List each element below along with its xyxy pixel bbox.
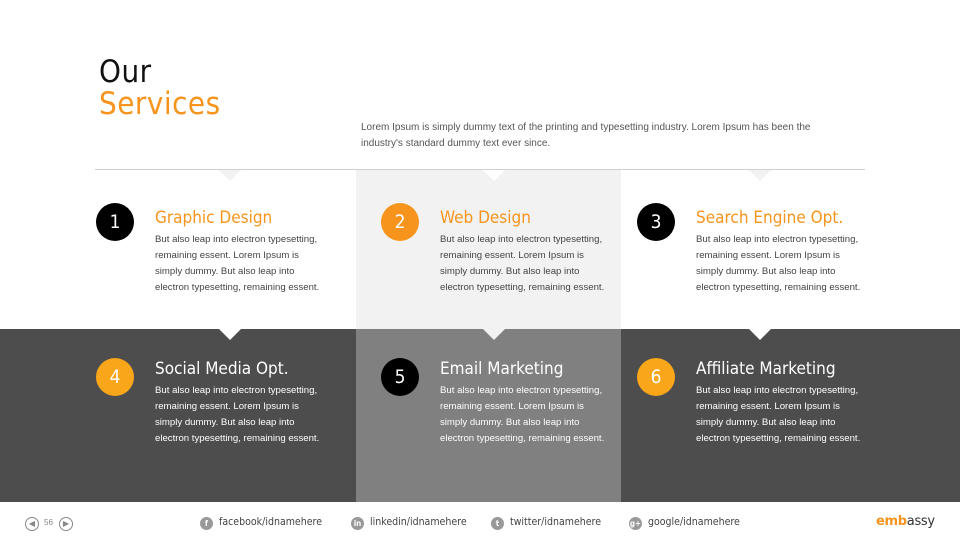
linkedin-icon: in <box>351 517 364 530</box>
service-number-badge: 2 <box>381 203 419 241</box>
service-title: Email Marketing <box>440 359 564 379</box>
title-line-1: Our <box>99 54 152 90</box>
notch-6 <box>749 329 771 340</box>
service-number-badge: 4 <box>96 358 134 396</box>
service-number-badge: 1 <box>96 203 134 241</box>
google-link[interactable] <box>629 516 740 530</box>
service-title: Web Design <box>440 208 531 228</box>
service-description: But also leap into electron typesetting, remaining essent. Lorem Ipsum is simply dummy. But also leap into electron typesetting, remaining essent. <box>696 234 861 293</box>
title-line-2: Services <box>99 86 221 122</box>
twitter-label: twitter/idnamehere <box>510 516 602 528</box>
facebook-label: facebook/idnamehere <box>219 516 323 528</box>
notch-1 <box>219 170 241 181</box>
service-number-badge: 5 <box>381 358 419 396</box>
notch-4 <box>219 329 241 340</box>
service-title: Affiliate Marketing <box>696 359 836 379</box>
twitter-icon: t <box>491 517 504 530</box>
notch-5 <box>483 329 505 340</box>
prev-slide-icon[interactable]: ◀ <box>25 517 39 531</box>
google-plus-icon: g+ <box>629 519 642 528</box>
page-number: 56 <box>44 518 53 527</box>
service-title: Graphic Design <box>155 208 273 228</box>
google-label: google/idnamehere <box>648 516 740 528</box>
intro-paragraph: Lorem Ipsum is simply dummy text of the printing and typesetting industry. Lorem Ipsum has been the industry's standard dummy text ever since. <box>361 122 811 149</box>
service-description: But also leap into electron typesetting, remaining essent. Lorem Ipsum is simply dummy. But also leap into electron typesetting, remaining essent. <box>440 234 605 293</box>
service-title: Search Engine Opt. <box>696 208 844 228</box>
service-description: But also leap into electron typesetting, remaining essent. Lorem Ipsum is simply dummy. But also leap into electron typesetting, remaining essent. <box>696 385 861 444</box>
service-number-badge: 3 <box>637 203 675 241</box>
brand-logo <box>876 514 935 529</box>
logo-text-part1: emb <box>876 514 907 529</box>
service-number-badge: 6 <box>637 358 675 396</box>
service-description: But also leap into electron typesetting, remaining essent. Lorem Ipsum is simply dummy. But also leap into electron typesetting, remaining essent. <box>155 234 320 293</box>
service-title: Social Media Opt. <box>155 359 289 379</box>
facebook-link[interactable] <box>200 516 322 530</box>
service-description: But also leap into electron typesetting, remaining essent. Lorem Ipsum is simply dummy. But also leap into electron typesetting, remaining essent. <box>440 385 605 444</box>
page-title <box>99 56 221 120</box>
next-slide-icon[interactable]: ▶ <box>59 517 73 531</box>
linkedin-label: linkedin/idnamehere <box>370 516 467 528</box>
footer-bar <box>0 502 960 540</box>
logo-text-part2: assy <box>906 514 935 529</box>
service-description: But also leap into electron typesetting, remaining essent. Lorem Ipsum is simply dummy. But also leap into electron typesetting, remaining essent. <box>155 385 320 444</box>
notch-2 <box>483 170 505 181</box>
notch-3 <box>749 170 771 181</box>
facebook-icon: f <box>200 517 213 530</box>
linkedin-link[interactable] <box>351 516 467 530</box>
twitter-link[interactable] <box>491 516 601 530</box>
